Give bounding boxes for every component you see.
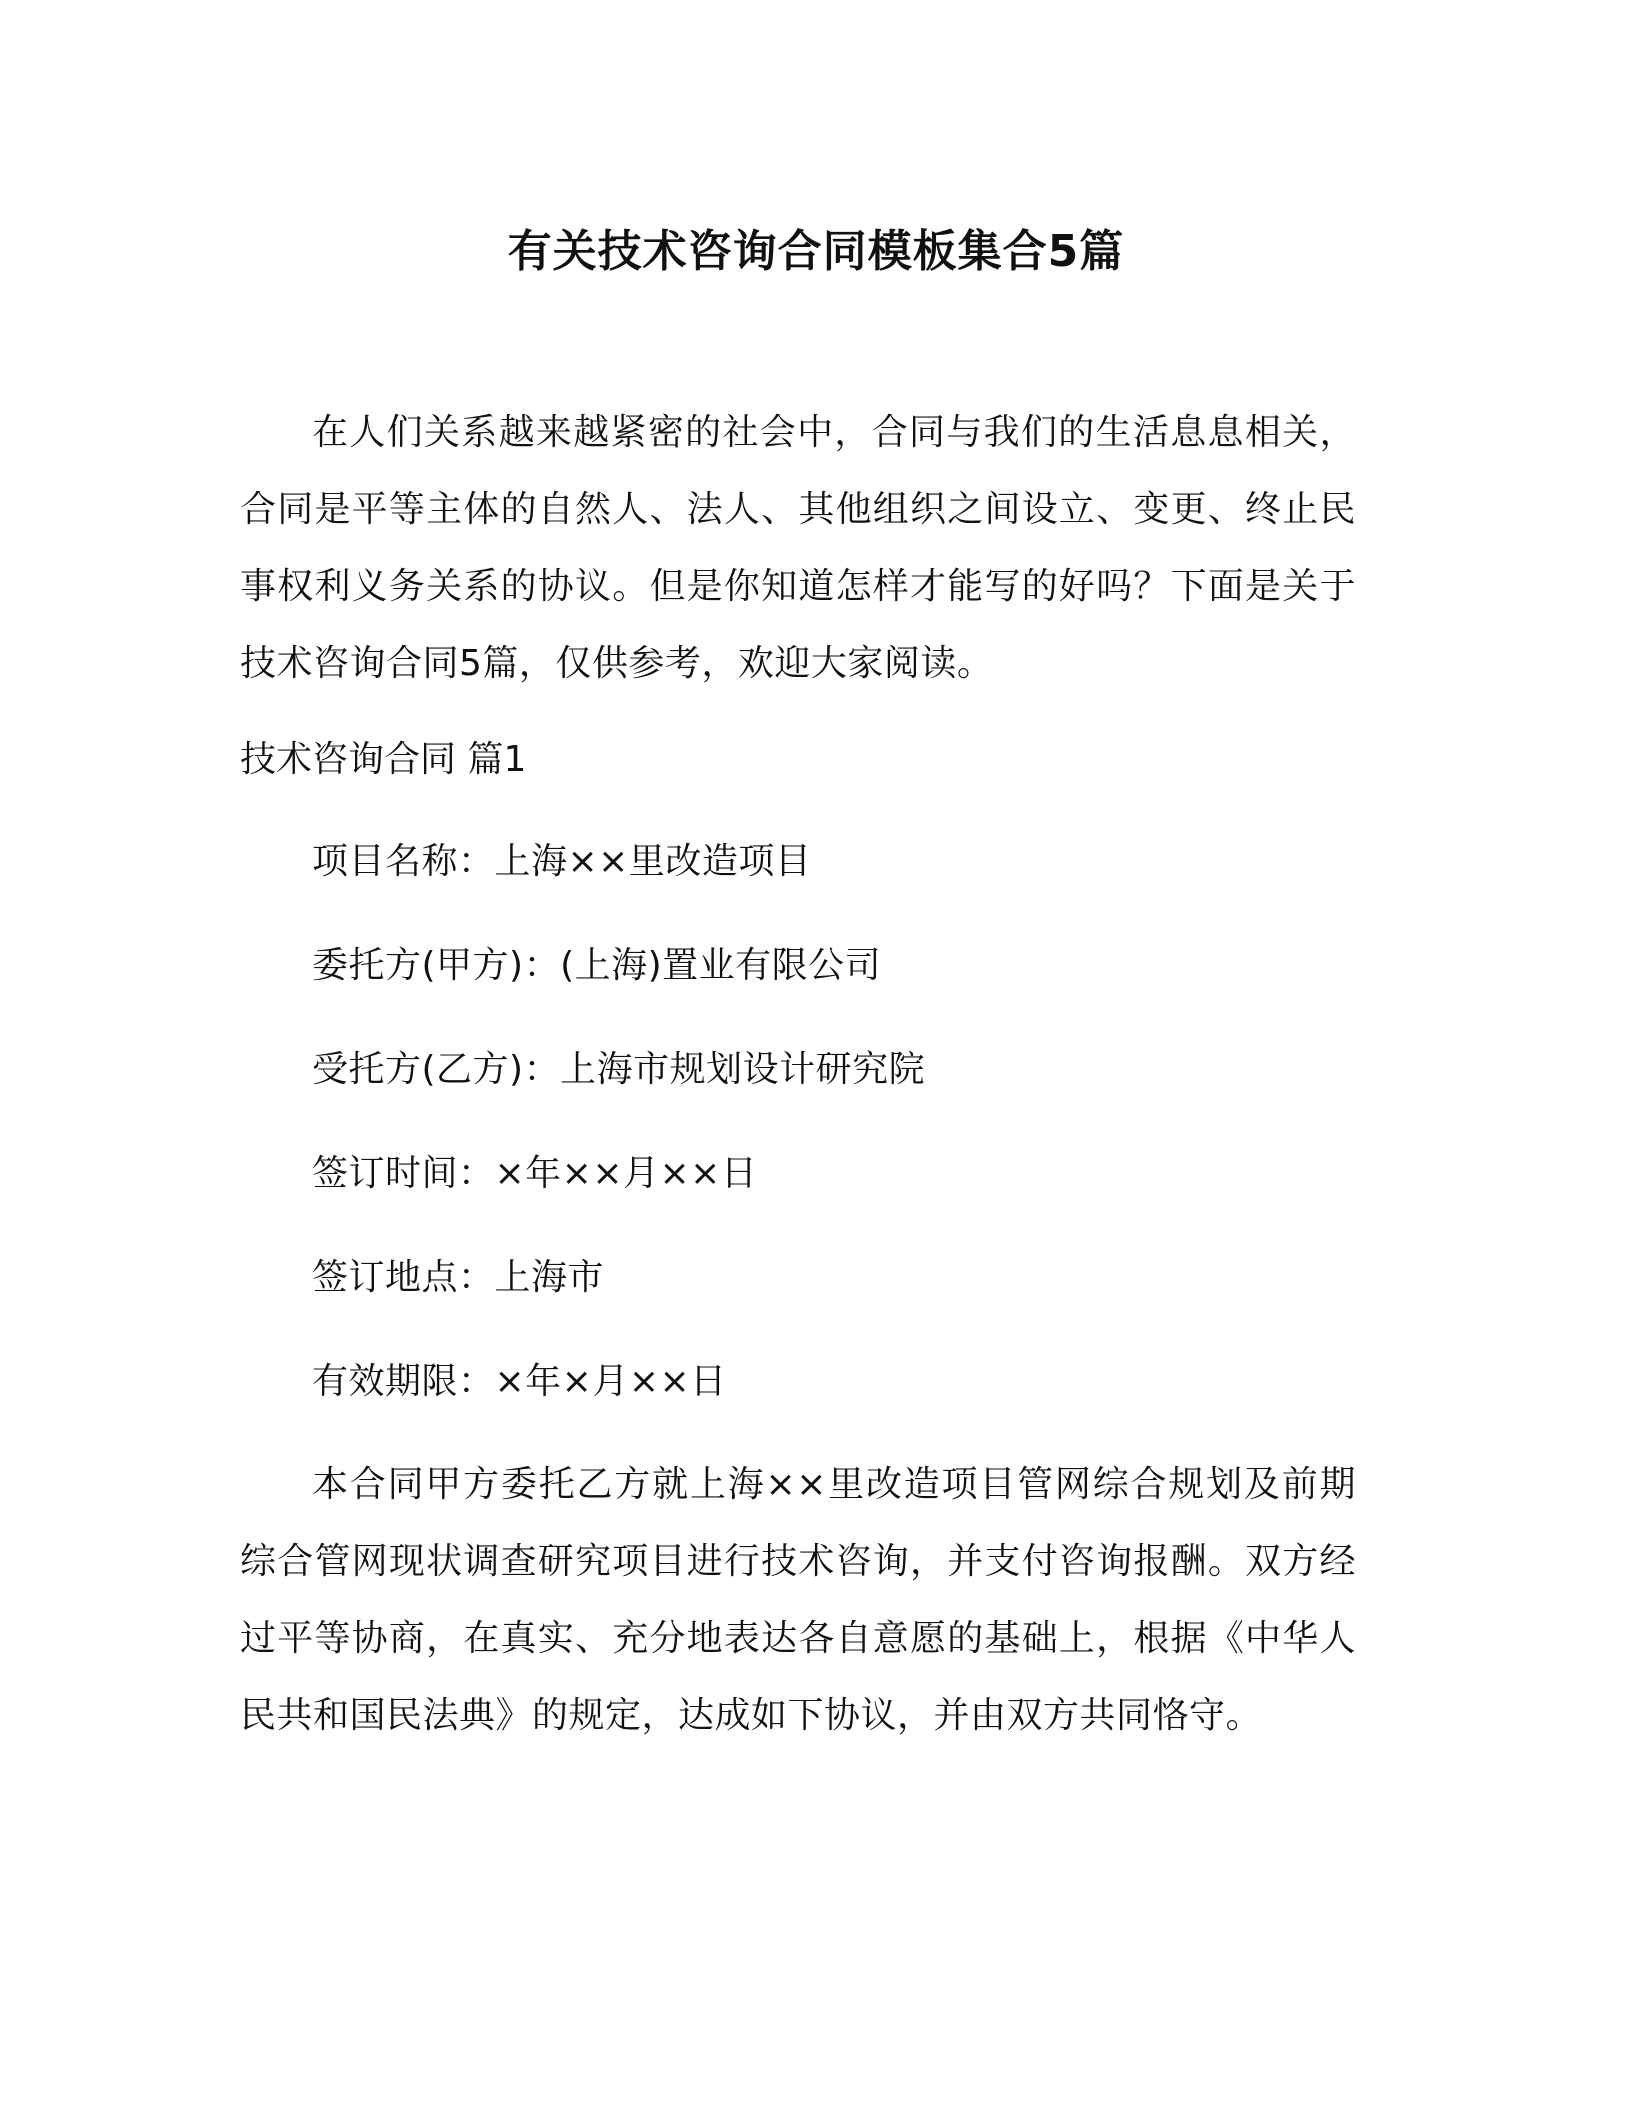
field-value: 上海市规划设计研究院 — [560, 1049, 926, 1090]
field-label: 签订地点： — [312, 1257, 495, 1298]
field-sign-location — [240, 1238, 1356, 1318]
field-client — [240, 926, 1356, 1006]
field-label: 签订时间： — [312, 1153, 495, 1194]
field-value: ×年××月××日 — [494, 1153, 758, 1194]
document-title: 有关技术咨询合同模板集合5篇 — [507, 226, 1125, 277]
field-project-name — [240, 822, 1356, 902]
field-value: (上海)置业有限公司 — [560, 945, 882, 986]
field-label: 项目名称： — [312, 841, 495, 882]
body-paragraph: 本合同甲方委托乙方就上海××里改造项目管网综合规划及前期综合管网现状调查研究项目进行技术咨询，并支付咨询报酬。双方经过平等协商，在真实、充分地表达各自意愿的基础上，根据《中华人民共和国民法典》的规定，达成如下协议，并由双方共同恪守。 — [240, 1464, 1356, 1736]
field-value: ×年×月××日 — [494, 1361, 727, 1402]
field-value: 上海市 — [494, 1257, 605, 1298]
section-heading: 技术咨询合同 篇1 — [240, 739, 527, 780]
field-contractor — [240, 1030, 1356, 1110]
field-validity — [240, 1342, 1356, 1422]
field-label: 有效期限： — [312, 1361, 495, 1402]
field-value: 上海××里改造项目 — [494, 841, 812, 882]
field-label: 受托方(乙方)： — [312, 1049, 561, 1090]
document-body — [240, 394, 1356, 1754]
field-label: 委托方(甲方)： — [312, 945, 561, 986]
field-sign-date — [240, 1134, 1356, 1214]
intro-paragraph: 在人们关系越来越紧密的社会中，合同与我们的生活息息相关，合同是平等主体的自然人、法人、其他组织之间设立、变更、终止民事权利义务关系的协议。但是你知道怎样才能写的好吗？下面是关于技术咨询合同5篇，仅供参考，欢迎大家阅读。 — [240, 412, 1356, 684]
